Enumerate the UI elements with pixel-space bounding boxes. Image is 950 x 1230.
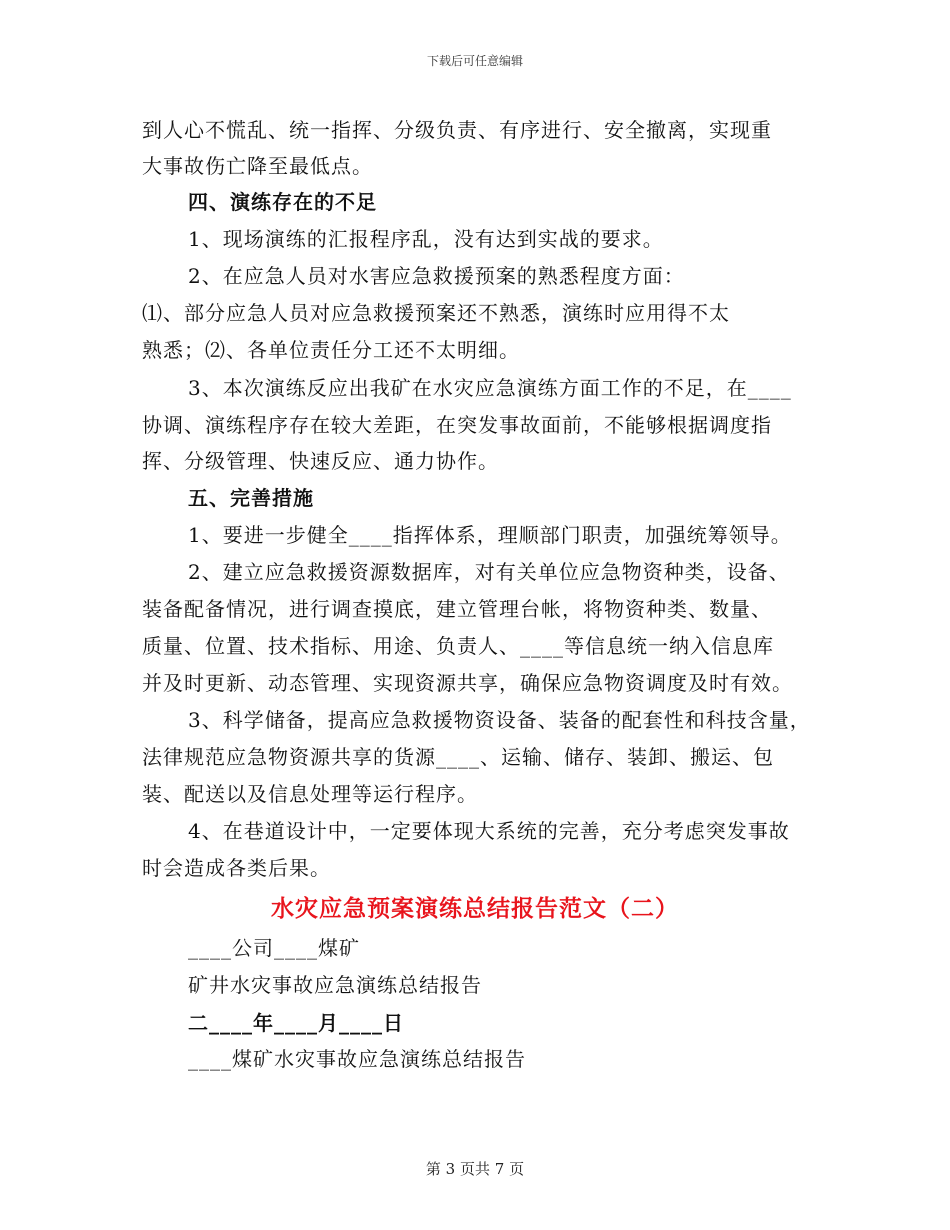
- company-line: ____公司____煤矿: [188, 936, 360, 960]
- paragraph-line: 1、现场演练的汇报程序乱，没有达到实战的要求。: [188, 227, 664, 251]
- paragraph-line: 熟悉；⑵、各单位责任分工还不太明细。: [142, 338, 520, 362]
- page-number-footer: 第 3 页共 7 页: [425, 1160, 525, 1178]
- document-title: 水灾应急预案演练总结报告范文（二）: [271, 895, 679, 922]
- date-line: 二____年____月____日: [188, 1011, 404, 1035]
- paragraph-line: 挥、分级管理、快速反应、通力协作。: [142, 449, 499, 473]
- paragraph-line: 装备配备情况，进行调查摸底，建立管理台帐，将物资种类、数量、: [142, 597, 772, 621]
- paragraph-line: ⑴、部分应急人员对应急救援预案还不熟悉，演练时应用得不太: [142, 301, 730, 325]
- paragraph-line: 3、本次演练反应出我矿在水灾应急演练方面工作的不足，在____: [188, 376, 792, 400]
- report-heading-line: ____煤矿水灾事故应急演练总结报告: [188, 1047, 526, 1071]
- paragraph-line: 2、建立应急救援资源数据库，对有关单位应急物资种类，设备、: [188, 560, 790, 584]
- paragraph-line: 4、在巷道设计中，一定要体现大系统的完善，充分考虑突发事故: [188, 819, 790, 843]
- paragraph-line: 质量、位置、技术指标、用途、负责人、____等信息统一纳入信息库: [142, 634, 774, 658]
- paragraph-line: 大事故伤亡降至最低点。: [142, 154, 373, 178]
- paragraph-line: 并及时更新、动态管理、实现资源共享，确保应急物资调度及时有效。: [142, 671, 793, 695]
- section-heading-improvement: 五、完善措施: [188, 486, 314, 510]
- paragraph-line: 3、科学储备，提高应急救援物资设备、装备的配套性和科技含量，: [188, 708, 811, 732]
- paragraph-line: 协调、演练程序存在较大差距，在突发事故面前，不能够根据调度指: [142, 413, 772, 437]
- paragraph-line: 到人心不慌乱、统一指挥、分级负责、有序进行、安全撤离，实现重: [142, 118, 772, 142]
- paragraph-line: 法律规范应急物资源共享的货源____、运输、储存、装卸、搬运、包: [142, 745, 774, 769]
- page-header-note: 下载后可任意编辑: [426, 54, 523, 68]
- paragraph-line: 1、要进一步健全____指挥体系，理顺部门职责，加强统筹领导。: [188, 523, 792, 547]
- paragraph-line: 装、配送以及信息处理等运行程序。: [142, 782, 478, 806]
- report-name-line: 矿井水灾事故应急演练总结报告: [188, 973, 482, 997]
- paragraph-line: 时会造成各类后果。: [142, 856, 331, 880]
- paragraph-line: 2、在应急人员对水害应急救援预案的熟悉程度方面：: [188, 264, 685, 288]
- section-heading-shortcomings: 四、演练存在的不足: [188, 190, 377, 214]
